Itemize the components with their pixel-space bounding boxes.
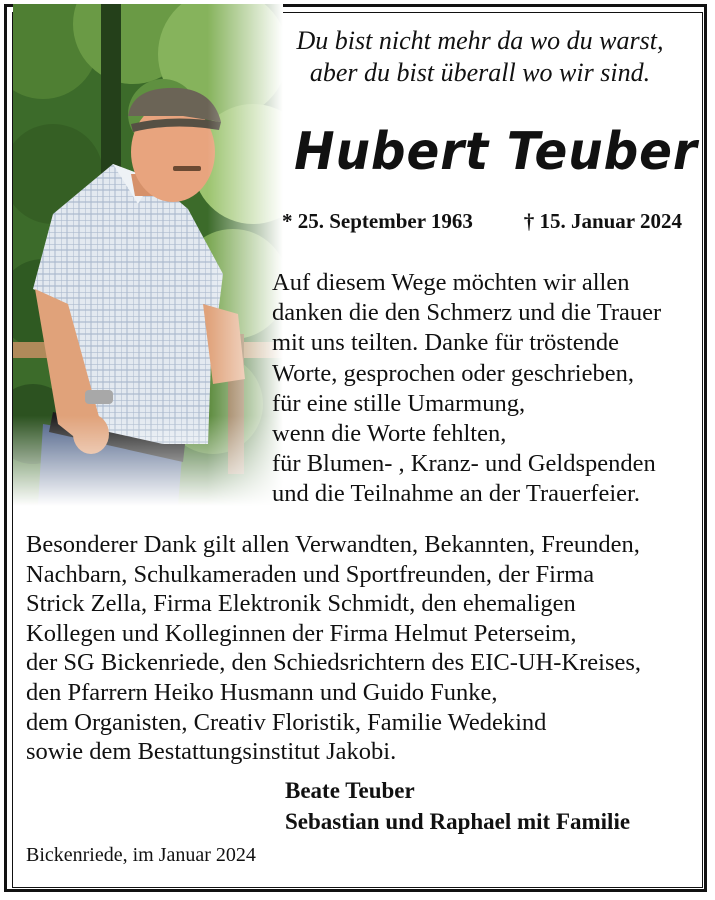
text-line: für Blumen- , Kranz- und Geldspenden <box>272 450 656 478</box>
deceased-name: Hubert Teuber <box>294 122 698 182</box>
life-dates <box>282 206 682 236</box>
signatories <box>285 775 630 837</box>
text-line: für eine stille Umarmung, <box>272 389 526 417</box>
text-line: und die Teilnahme an der Trauerfeier. <box>272 480 640 508</box>
signatory-line: Sebastian und Raphael mit Familie <box>285 809 631 834</box>
text-line: Auf diesem Wege möchten wir allen <box>272 269 630 296</box>
death-date: † 15. Januar 2024 <box>523 209 682 233</box>
portrait-photo <box>13 4 283 506</box>
place-date: Bickenriede, im Januar 2024 <box>26 844 256 866</box>
text-line: mit uns teilten. Danke für tröstende <box>272 329 619 357</box>
birth-date: * 25. September 1963 <box>282 209 473 233</box>
special-thanks <box>26 530 706 767</box>
text-line: Kollegen und Kolleginnen der Firma Helmut Peterseim, <box>26 619 577 647</box>
text-line: sowie dem Bestattungsinstitut Jakobi. <box>26 738 397 766</box>
text-line: Nachbarn, Schulkameraden und Sportfreunden, der Firma <box>26 560 595 588</box>
text-line: Besonderer Dank gilt allen Verwandten, Bekannten, Freunden, <box>26 531 640 558</box>
motto-line: Du bist nicht mehr da wo du warst, <box>296 26 664 55</box>
text-line: den Pfarrern Heiko Husmann und Guido Funke, <box>26 678 498 706</box>
text-line: danken die den Schmerz und die Trauer <box>272 299 662 327</box>
text-line: Strick Zella, Firma Elektronik Schmidt, den ehemaligen <box>26 590 576 618</box>
motto <box>275 25 685 89</box>
text-line: wenn die Worte fehlten, <box>272 420 507 448</box>
signatory-line: Beate Teuber <box>285 778 415 803</box>
motto-line: aber du bist überall wo wir sind. <box>309 58 651 87</box>
text-line: der SG Bickenriede, den Schiedsrichtern des EIC-UH-Kreises, <box>26 649 642 677</box>
thanks-text <box>272 268 702 510</box>
text-line: Worte, gesprochen oder geschrieben, <box>272 359 634 387</box>
text-line: dem Organisten, Creativ Floristik, Familie Wedekind <box>26 708 547 736</box>
